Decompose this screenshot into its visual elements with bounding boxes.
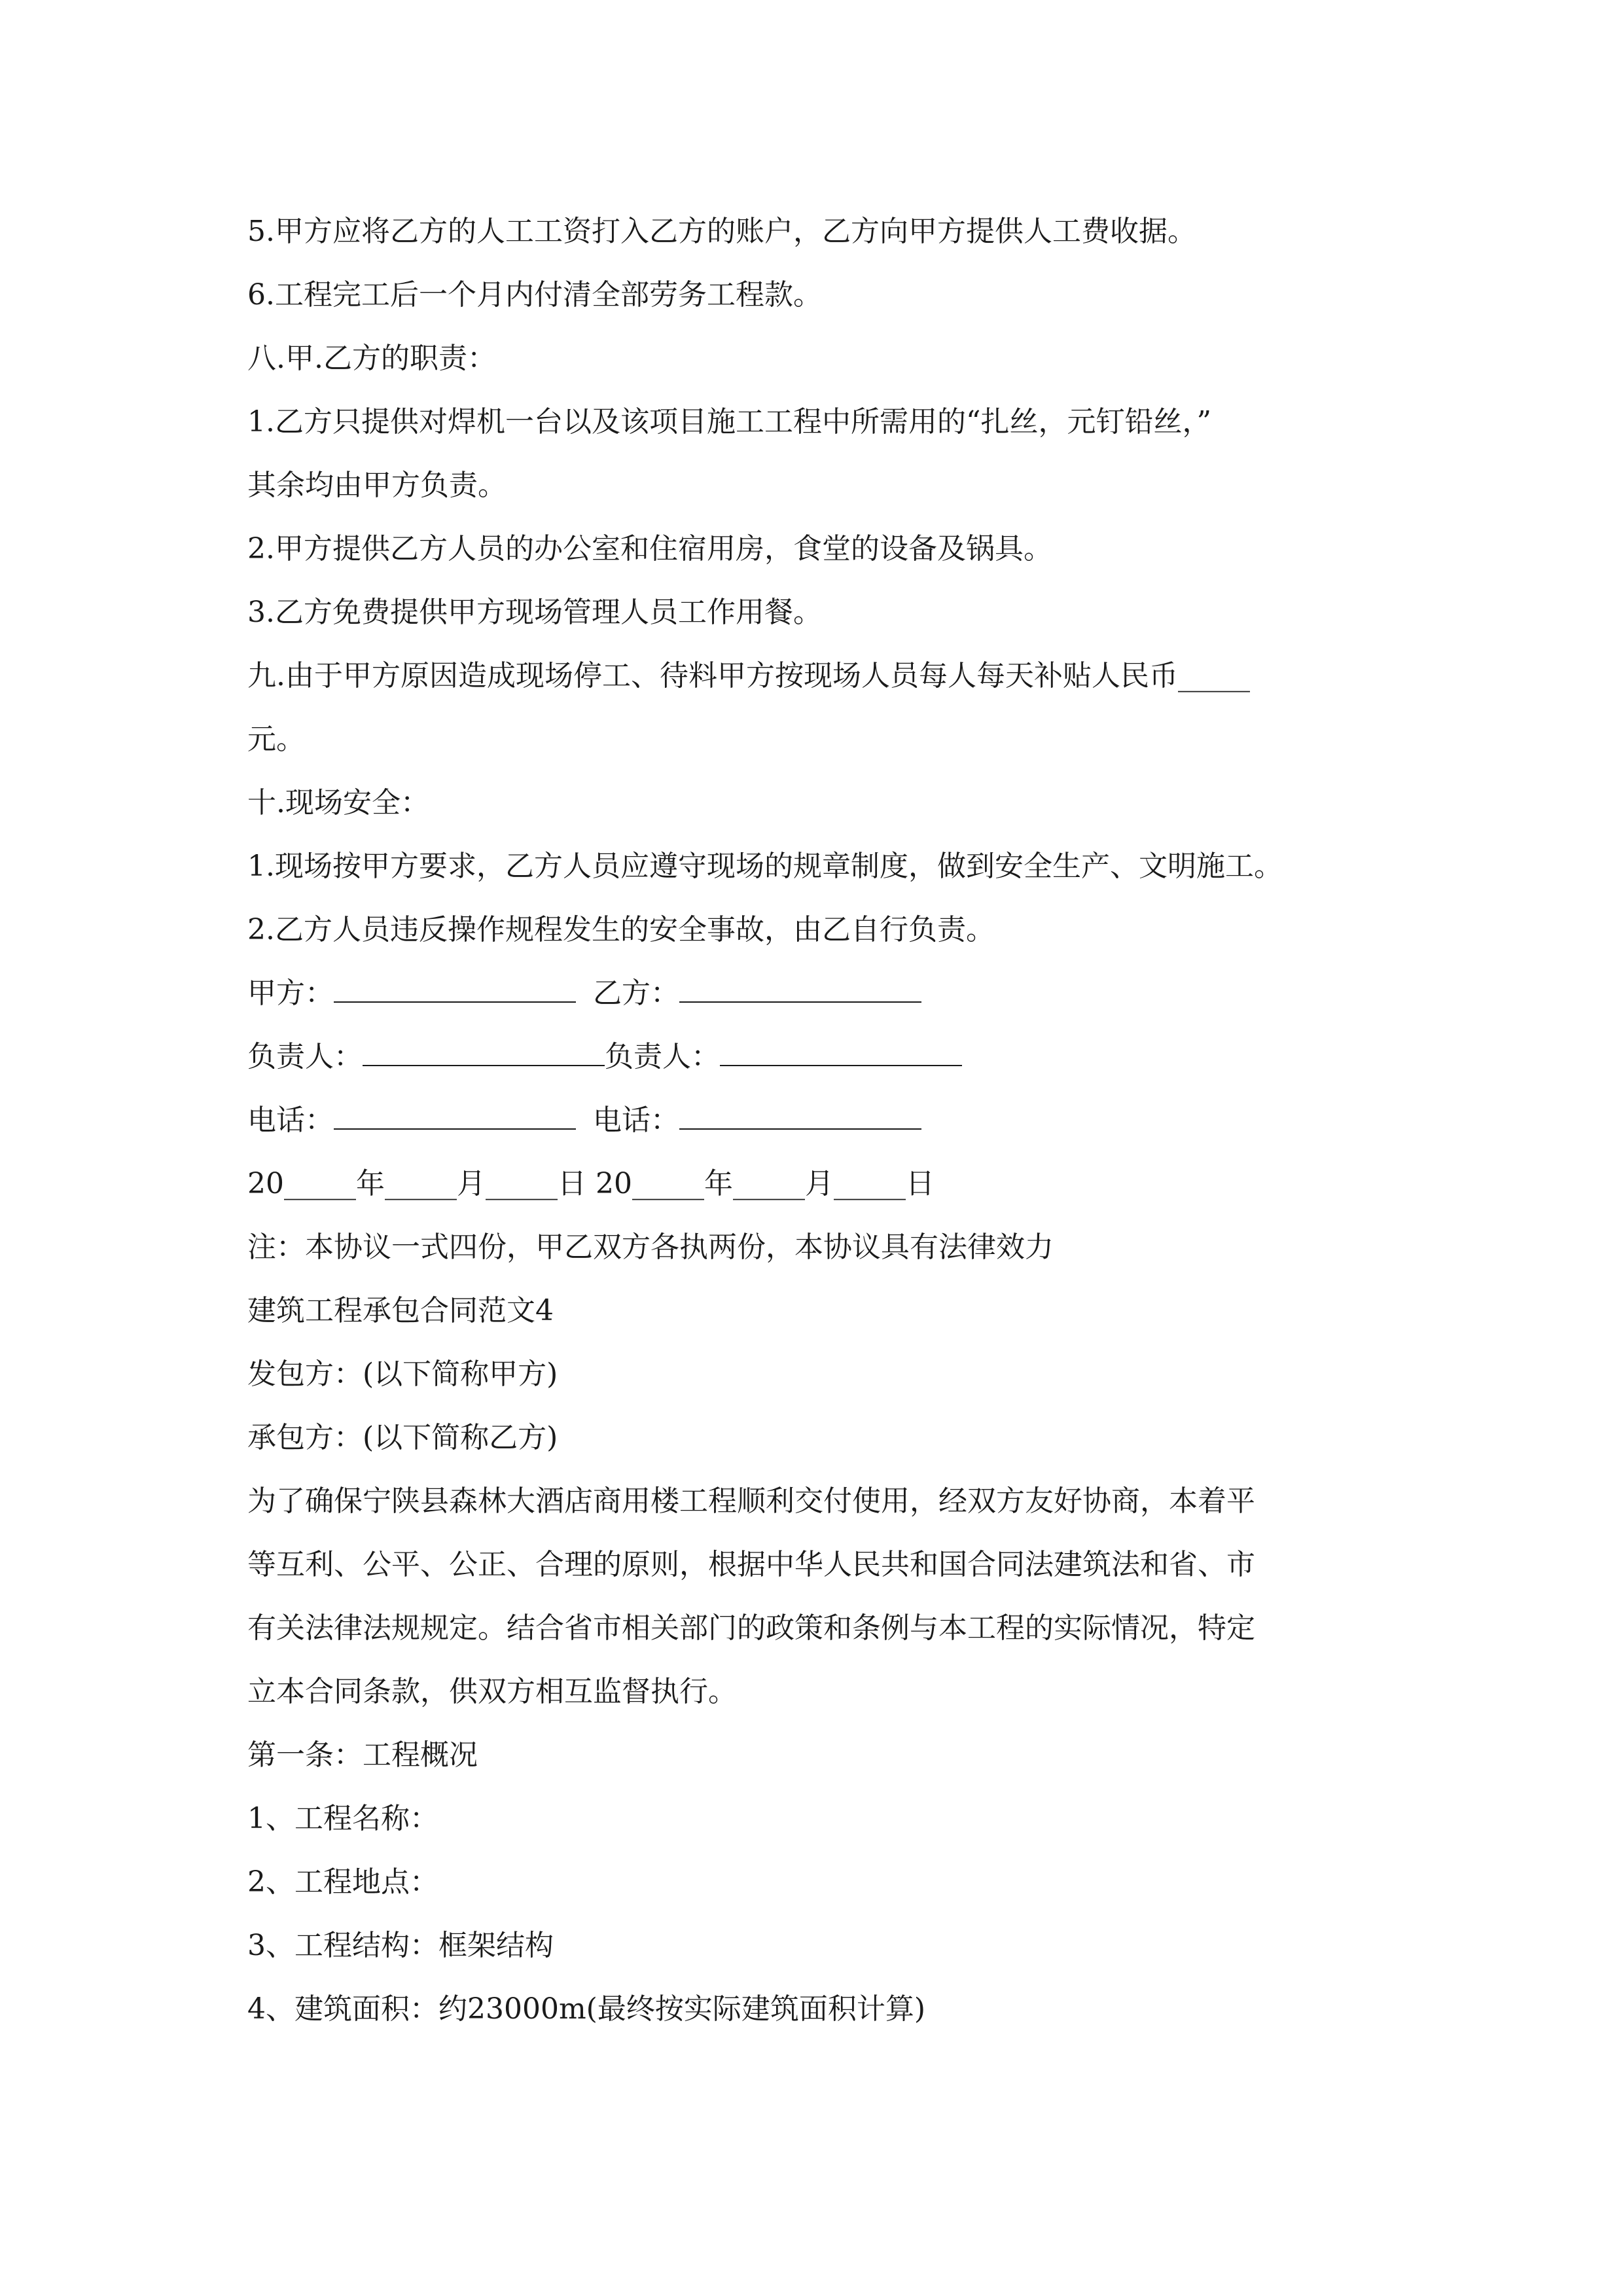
text-line: 2、工程地点： — [247, 1865, 438, 1899]
party-a-label: 甲方： — [247, 977, 334, 1010]
phone-b-blank — [679, 1100, 921, 1130]
contract-title: 建筑工程承包合同范文4 — [247, 1294, 554, 1327]
text-line: 4、建筑面积：约23000m(最终按实际建筑面积计算) — [247, 1992, 926, 2026]
text-line: 其余均由甲方负责。 — [247, 469, 507, 502]
document-body — [247, 200, 1399, 2041]
text-line: 等互利、公平、公正、合理的原则，根据中华人民共和国合同法建筑法和省、市 — [247, 1548, 1255, 1581]
text-line: 1、工程名称： — [247, 1802, 438, 1835]
signature-phone-row — [247, 1088, 1399, 1152]
text-line: 承包方：(以下简称乙方) — [247, 1421, 558, 1454]
text-line: 为了确保宁陕县森林大酒店商用楼工程顺利交付使用，经双方友好协商，本着平 — [247, 1484, 1255, 1518]
text-line: 3、工程结构：框架结构 — [247, 1929, 554, 1962]
text-line: 发包方：(以下简称甲方) — [247, 1357, 558, 1391]
text-line: 2.乙方人员违反操作规程发生的安全事故，由乙自行负责。 — [247, 913, 995, 946]
principal-b-label: 负责人： — [605, 1040, 720, 1073]
principal-b-blank — [720, 1036, 962, 1066]
principal-a-blank — [363, 1036, 605, 1066]
section-heading: 八.甲.乙方的职责： — [247, 342, 496, 375]
signature-principal-row — [247, 1025, 1399, 1088]
text-line: 6.工程完工后一个月内付清全部劳务工程款。 — [247, 278, 822, 312]
note-line: 注：本协议一式四份，甲乙双方各执两份，本协议具有法律效力 — [247, 1230, 1054, 1264]
principal-a-label: 负责人： — [247, 1040, 363, 1073]
text-line: 1.现场按甲方要求，乙方人员应遵守现场的规章制度，做到安全生产、文明施工。 — [247, 850, 1283, 883]
text-line: 立本合同条款，供双方相互监督执行。 — [247, 1675, 737, 1708]
party-a-blank — [334, 973, 576, 1003]
text-line: 元。 — [247, 723, 305, 756]
party-b-blank — [679, 973, 921, 1003]
text-line: 5.甲方应将乙方的人工工资打入乙方的账户，乙方向甲方提供人工费收据。 — [247, 215, 1196, 248]
text-line: 1.乙方只提供对焊机一台以及该项目施工工程中所需用的“扎丝，元钉铅丝，” — [247, 405, 1211, 439]
party-b-label: 乙方： — [593, 977, 679, 1010]
section-heading: 第一条：工程概况 — [247, 1738, 478, 1772]
signature-party-row — [247, 961, 1399, 1025]
text-line: 2.甲方提供乙方人员的办公室和住宿用房，食堂的设备及锅具。 — [247, 532, 1052, 565]
text-line: 九.由于甲方原因造成现场停工、待料甲方按现场人员每人每天补贴人民币_____ — [247, 659, 1250, 692]
signature-date-row: 20_____年_____月_____日 20_____年_____月_____日 — [247, 1167, 935, 1200]
text-line: 3.乙方免费提供甲方现场管理人员工作用餐。 — [247, 596, 822, 629]
phone-b-label: 电话： — [593, 1103, 679, 1137]
phone-a-blank — [334, 1100, 576, 1130]
phone-a-label: 电话： — [247, 1103, 334, 1137]
text-line: 有关法律法规规定。结合省市相关部门的政策和条例与本工程的实际情况，特定 — [247, 1611, 1255, 1645]
section-heading: 十.现场安全： — [247, 786, 429, 819]
